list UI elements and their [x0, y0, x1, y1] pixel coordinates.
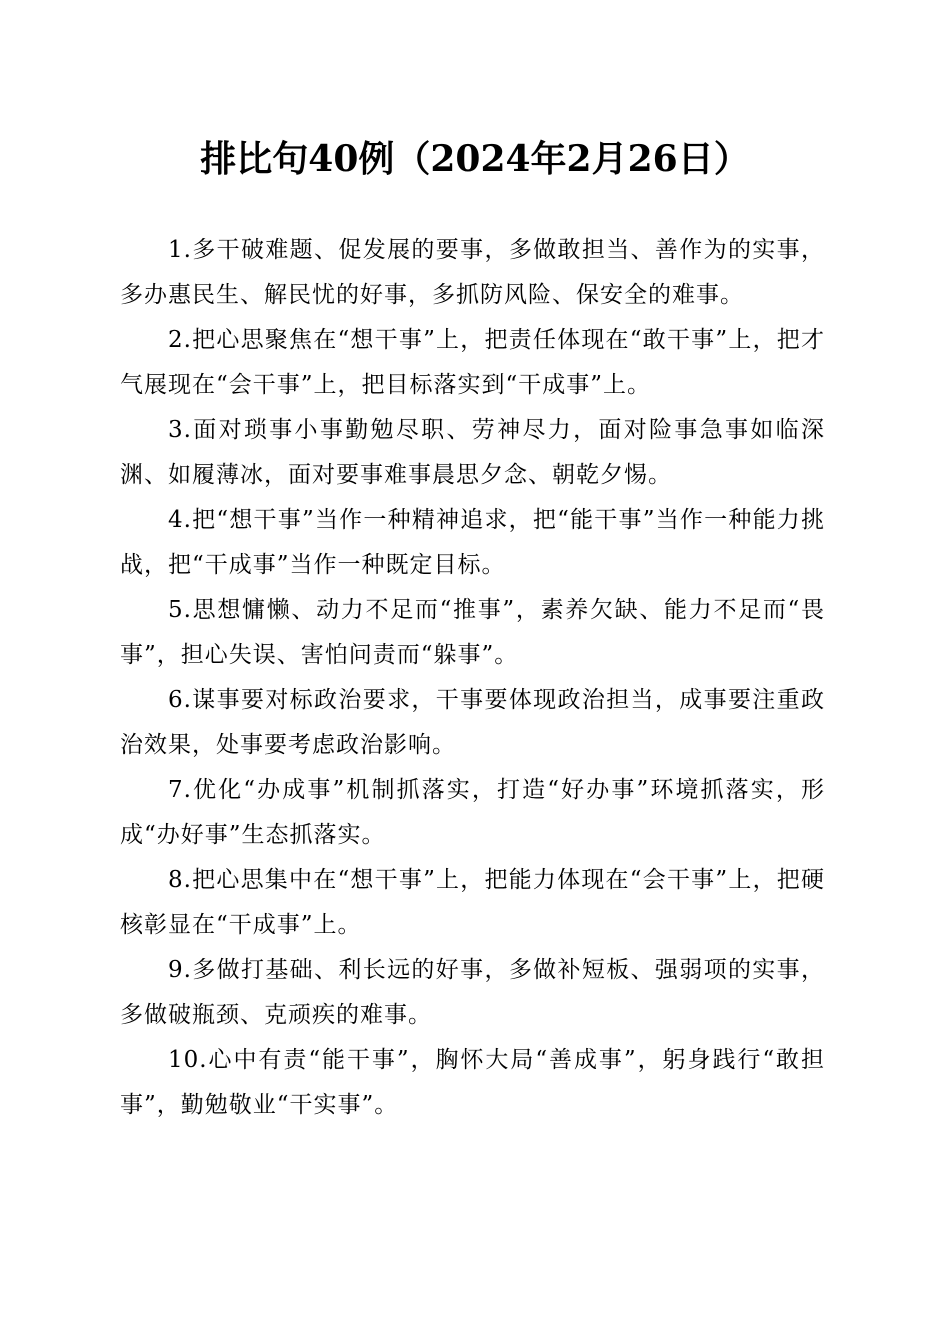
paragraph-8: 8.把心思集中在“想干事”上，把能力体现在“会干事”上，把硬核彰显在“干成事”上。: [120, 867, 825, 938]
paragraph-2: 2.把心思聚焦在“想干事”上，把责任体现在“敢干事”上，把才气展现在“会干事”上，把目标落实到“干成事”上。: [120, 327, 825, 398]
paragraph-6: 6.谋事要对标政治要求，干事要体现政治担当，成事要注重政治效果，处事要考虑政治影响。: [120, 687, 825, 758]
paragraph-9: 9.多做打基础、利长远的好事，多做补短板、强弱项的实事，多做破瓶颈、克顽疾的难事。: [120, 957, 825, 1028]
paragraph-5: 5.思想慵懒、动力不足而“推事”，素养欠缺、能力不足而“畏事”，担心失误、害怕问责而“躲事”。: [120, 597, 825, 668]
paragraph-3: 3.面对琐事小事勤勉尽职、劳神尽力，面对险事急事如临深渊、如履薄冰，面对要事难事晨思夕念、朝乾夕惕。: [120, 417, 825, 488]
paragraph-10: 10.心中有责“能干事”，胸怀大局“善成事”，躬身践行“敢担事”，勤勉敬业“干实事”。: [120, 1047, 825, 1118]
paragraph-4: 4.把“想干事”当作一种精神追求，把“能干事”当作一种能力挑战，把“干成事”当作一种既定目标。: [120, 507, 825, 578]
document-body: [120, 228, 825, 1128]
paragraph-1: 1.多干破难题、促发展的要事，多做敢担当、善作为的实事，多办惠民生、解民忧的好事，多抓防风险、保安全的难事。: [120, 237, 825, 308]
paragraph-7: 7.优化“办成事”机制抓落实，打造“好办事”环境抓落实，形成“办好事”生态抓落实。: [120, 777, 825, 848]
document-title: 排比句40例（2024年2月26日）: [200, 138, 750, 180]
